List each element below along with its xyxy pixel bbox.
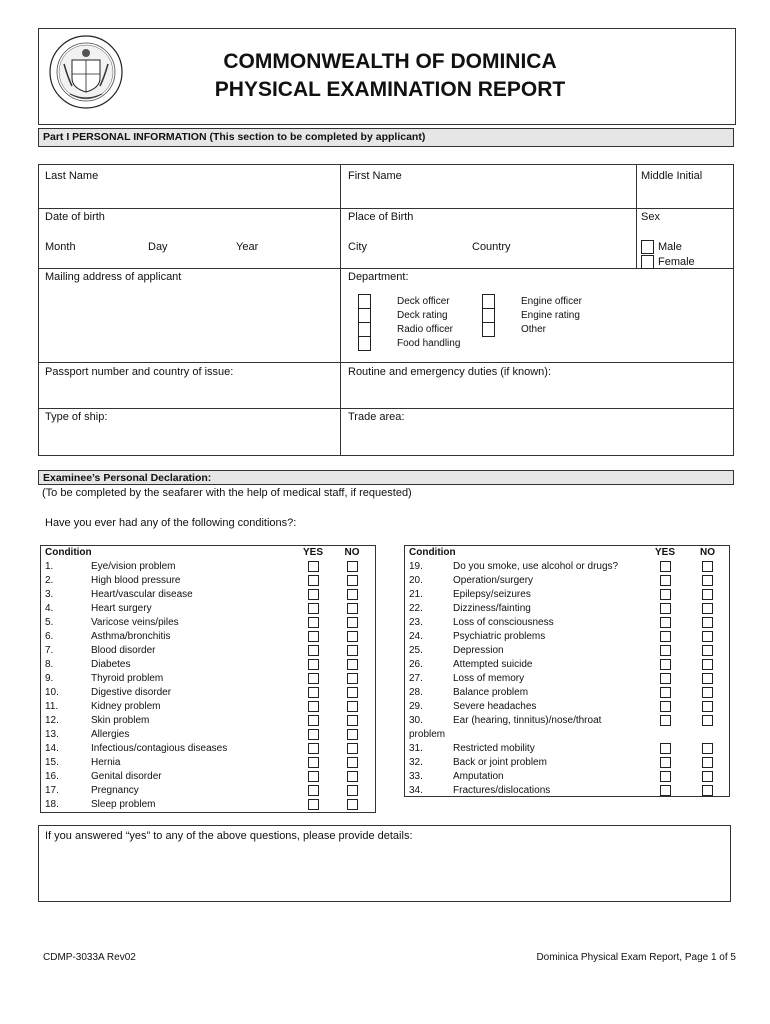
male-label: Male [658,241,682,253]
condition-row [45,588,375,602]
condition-number: 33. [409,771,423,782]
no-checkbox[interactable] [702,785,713,796]
city-label: City [348,241,367,253]
condition-text: High blood pressure [91,575,181,586]
engine-officer-checkbox[interactable] [482,294,495,309]
no-checkbox[interactable] [347,785,358,796]
condition-text: Restricted mobility [453,743,535,754]
condition-text-continuation: problem [409,729,446,740]
yes-checkbox[interactable] [660,659,671,670]
no-checkbox[interactable] [702,631,713,642]
yes-checkbox[interactable] [660,561,671,572]
condition-row [45,784,375,798]
form-code: CDMP-3033A Rev02 [43,952,136,963]
yes-checkbox[interactable] [660,701,671,712]
mailing-address-label: Mailing address of applicant [45,271,182,283]
dept-other: Other [521,324,547,335]
page-info: Dominica Physical Exam Report, Page 1 of 5 [536,952,736,963]
no-checkbox[interactable] [702,673,713,684]
year-label: Year [236,241,259,253]
yes-checkbox[interactable] [308,603,319,614]
trade-area-label: Trade area: [348,411,405,423]
condition-number: 24. [409,631,423,642]
radio-officer-checkbox[interactable] [358,322,371,337]
condition-row [45,756,375,770]
yes-checkbox[interactable] [308,785,319,796]
condition-row [45,714,375,728]
yes-checkbox[interactable] [308,561,319,572]
condition-number: 8. [45,659,54,670]
part1-bar: Part I PERSONAL INFORMATION (This section to be completed by applicant) [38,128,734,147]
female-checkbox[interactable] [641,255,654,269]
condition-text: Heart/vascular disease [91,589,193,600]
yes-checkbox[interactable] [660,771,671,782]
yes-checkbox[interactable] [660,687,671,698]
middle-initial-label: Middle Initial [641,170,703,182]
no-checkbox[interactable] [347,561,358,572]
condition-number: 3. [45,589,54,600]
condition-text: Thyroid problem [91,673,164,684]
day-label: Day [148,241,168,253]
condition-row [409,602,730,616]
last-name-label: Last Name [45,170,99,182]
col-yes-left: YES [302,547,323,558]
condition-text: Digestive disorder [91,687,172,698]
condition-text: Amputation [453,771,504,782]
col-condition-left: Condition [45,547,92,558]
condition-number: 19. [409,561,423,572]
condition-number: 22. [409,603,423,614]
yes-checkbox[interactable] [660,673,671,684]
condition-text: Hernia [91,757,121,768]
yes-checkbox[interactable] [308,659,319,670]
yes-checkbox[interactable] [660,617,671,628]
col-no-left: NO [344,547,360,558]
condition-number: 26. [409,659,423,670]
condition-row [409,574,730,588]
condition-text: Attempted suicide [453,659,533,670]
condition-row [409,644,730,658]
condition-text: Allergies [91,729,130,740]
department-label: Department: [348,271,409,283]
condition-row [409,714,730,728]
condition-number: 13. [45,729,59,740]
conditions-table-left [45,546,375,812]
condition-text: Eye/vision problem [91,561,176,572]
yes-checkbox[interactable] [308,645,319,656]
condition-text: Depression [453,645,504,656]
no-checkbox[interactable] [702,575,713,586]
condition-text: Do you smoke, use alcohol or drugs? [453,561,619,572]
yes-checkbox[interactable] [660,757,671,768]
no-checkbox[interactable] [702,617,713,628]
no-checkbox[interactable] [347,799,358,810]
sex-label: Sex [641,211,660,223]
condition-row [45,616,375,630]
details-prompt: If you answered “yes” to any of the above questions, please provide details: [45,830,413,842]
condition-number: 18. [45,799,59,810]
dept-deck-rating: Deck rating [397,310,448,321]
header-box [38,28,736,125]
no-checkbox[interactable] [702,659,713,670]
place-of-birth-label: Place of Birth [348,211,414,223]
conditions-table-right [409,546,730,798]
condition-text: Back or joint problem [453,757,547,768]
condition-number: 10. [45,687,59,698]
condition-number: 5. [45,617,54,628]
condition-number: 12. [45,715,59,726]
condition-row [409,686,730,700]
condition-number: 9. [45,673,54,684]
condition-text: Infectious/contagious diseases [91,743,228,754]
no-checkbox[interactable] [347,743,358,754]
condition-number: 6. [45,631,54,642]
type-of-ship-label: Type of ship: [45,411,108,423]
no-checkbox[interactable] [702,715,713,726]
no-checkbox[interactable] [702,743,713,754]
no-checkbox[interactable] [702,603,713,614]
condition-number: 20. [409,575,423,586]
condition-row [409,784,730,798]
condition-text: Asthma/bronchitis [91,631,171,642]
no-checkbox[interactable] [347,603,358,614]
condition-number: 29. [409,701,423,712]
condition-number: 31. [409,743,423,754]
female-label: Female [658,256,695,268]
condition-row [45,630,375,644]
condition-text: Loss of memory [453,673,525,684]
document-title-line1: COMMONWEALTH OF DOMINICA [223,50,557,73]
condition-number: 25. [409,645,423,656]
dept-food-handling: Food handling [397,338,461,349]
condition-number: 27. [409,673,423,684]
condition-number: 30. [409,715,423,726]
condition-row [45,686,375,700]
document-title-line2: PHYSICAL EXAMINATION REPORT [214,78,566,101]
yes-checkbox[interactable] [308,757,319,768]
condition-row-continuation [409,728,730,742]
condition-text: Epilepsy/seizures [453,589,531,600]
condition-row [45,728,375,742]
condition-text: Blood disorder [91,645,156,656]
other-checkbox[interactable] [482,322,495,337]
condition-row [409,742,730,756]
condition-text: Ear (hearing, tinnitus)/nose/throat [453,715,602,726]
condition-text: Loss of consciousness [453,617,554,628]
country-label: Country [472,241,511,253]
condition-text: Dizziness/fainting [453,603,531,614]
no-checkbox[interactable] [702,687,713,698]
no-checkbox[interactable] [347,589,358,600]
dept-radio-officer: Radio officer [397,324,453,335]
dept-engine-officer: Engine officer [521,296,582,307]
condition-row [45,658,375,672]
condition-number: 32. [409,757,423,768]
first-name-label: First Name [348,170,402,182]
condition-text: Diabetes [91,659,131,670]
condition-row [45,560,375,574]
dept-deck-officer: Deck officer [397,296,450,307]
no-checkbox[interactable] [347,715,358,726]
condition-row [45,798,375,812]
deck-officer-checkbox[interactable] [358,294,371,309]
condition-number: 15. [45,757,59,768]
yes-checkbox[interactable] [308,631,319,642]
condition-text: Balance problem [453,687,529,698]
condition-row [409,588,730,602]
condition-text: Pregnancy [91,785,139,796]
male-checkbox[interactable] [641,240,654,254]
no-checkbox[interactable] [347,757,358,768]
yes-checkbox[interactable] [308,673,319,684]
yes-checkbox[interactable] [308,771,319,782]
declaration-note: (To be completed by the seafarer with the help of medical staff, if requested) [42,487,412,499]
no-checkbox[interactable] [347,645,358,656]
condition-number: 1. [45,561,54,572]
yes-checkbox[interactable] [308,743,319,754]
no-checkbox[interactable] [347,701,358,712]
no-checkbox[interactable] [702,645,713,656]
condition-row [409,756,730,770]
yes-checkbox[interactable] [660,715,671,726]
condition-number: 7. [45,645,54,656]
condition-text: Varicose veins/piles [91,617,179,628]
condition-text: Operation/surgery [453,575,534,586]
food-handling-checkbox[interactable] [358,336,371,351]
condition-number: 4. [45,603,54,614]
no-checkbox[interactable] [347,771,358,782]
no-checkbox[interactable] [347,673,358,684]
condition-text: Kidney problem [91,701,161,712]
no-checkbox[interactable] [347,659,358,670]
condition-text: Severe headaches [453,701,537,712]
no-checkbox[interactable] [702,757,713,768]
yes-checkbox[interactable] [308,715,319,726]
yes-checkbox[interactable] [660,575,671,586]
conditions-question: Have you ever had any of the following conditions?: [45,517,297,529]
routine-duties-label: Routine and emergency duties (if known): [348,366,551,378]
yes-checkbox[interactable] [660,645,671,656]
no-checkbox[interactable] [702,701,713,712]
yes-checkbox[interactable] [660,785,671,796]
condition-text: Psychiatric problems [453,631,546,642]
no-checkbox[interactable] [702,561,713,572]
condition-row [45,672,375,686]
col-condition-right: Condition [409,547,456,558]
condition-number: 17. [45,785,59,796]
col-no-right: NO [700,547,715,558]
yes-checkbox[interactable] [308,729,319,740]
yes-checkbox[interactable] [308,687,319,698]
yes-checkbox[interactable] [660,631,671,642]
yes-checkbox[interactable] [308,799,319,810]
yes-checkbox[interactable] [308,701,319,712]
declaration-bar: Examinee’s Personal Declaration: [38,470,734,485]
dept-engine-rating: Engine rating [521,310,580,321]
condition-text: Genital disorder [91,771,162,782]
deck-rating-checkbox[interactable] [358,308,371,323]
condition-number: 11. [45,701,59,712]
condition-text: Sleep problem [91,799,156,810]
condition-row [45,602,375,616]
condition-row [45,700,375,714]
dominica-seal-icon [48,34,124,110]
condition-number: 23. [409,617,423,628]
condition-number: 28. [409,687,423,698]
condition-row [409,700,730,714]
condition-row [45,770,375,784]
yes-checkbox[interactable] [660,743,671,754]
no-checkbox[interactable] [347,631,358,642]
condition-row [409,560,730,574]
yes-checkbox[interactable] [660,603,671,614]
condition-row [45,742,375,756]
no-checkbox[interactable] [347,575,358,586]
condition-row [409,630,730,644]
condition-row [45,574,375,588]
condition-number: 14. [45,743,59,754]
no-checkbox[interactable] [702,589,713,600]
yes-checkbox[interactable] [308,575,319,586]
condition-text: Skin problem [91,715,150,726]
col-yes-right: YES [654,547,675,558]
condition-number: 34. [409,785,423,796]
no-checkbox[interactable] [347,729,358,740]
condition-row [409,616,730,630]
month-label: Month [45,241,76,253]
no-checkbox[interactable] [702,771,713,782]
condition-text: Heart surgery [91,603,152,614]
condition-row [409,658,730,672]
condition-number: 16. [45,771,59,782]
condition-row [409,672,730,686]
no-checkbox[interactable] [347,687,358,698]
dob-label: Date of birth [45,211,105,223]
yes-checkbox[interactable] [308,589,319,600]
engine-rating-checkbox[interactable] [482,308,495,323]
condition-number: 21. [409,589,423,600]
no-checkbox[interactable] [347,617,358,628]
passport-label: Passport number and country of issue: [45,366,234,378]
condition-number: 2. [45,575,54,586]
condition-text: Fractures/dislocations [453,785,551,796]
yes-checkbox[interactable] [660,589,671,600]
yes-checkbox[interactable] [308,617,319,628]
condition-row [45,644,375,658]
condition-row [409,770,730,784]
